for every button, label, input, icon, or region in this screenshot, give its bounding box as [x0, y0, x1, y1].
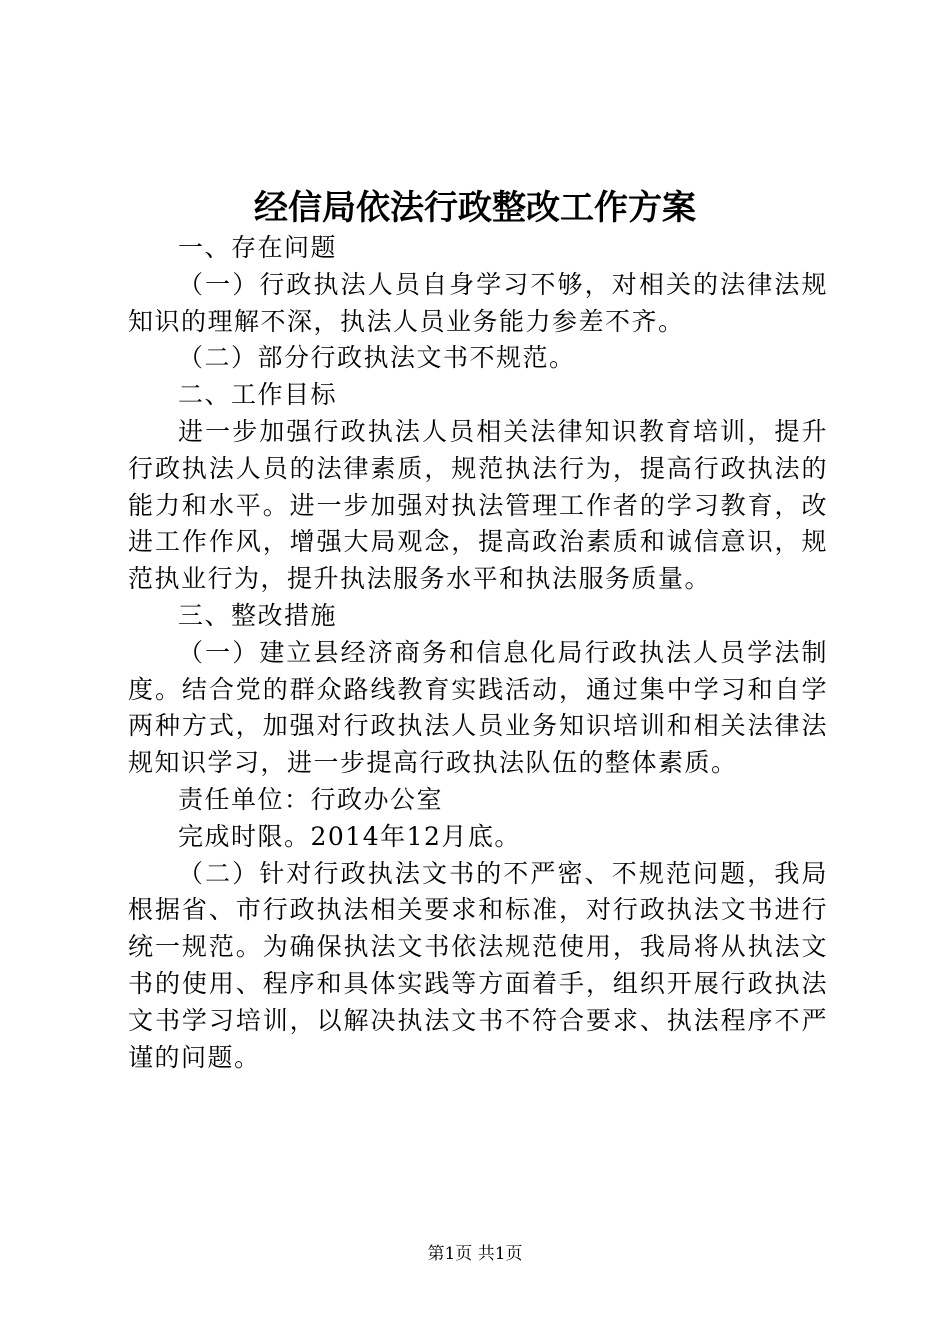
heading-rectification-measures: 三、整改措施 — [178, 600, 338, 630]
document-title: 经信局依法行政整改工作方案 — [254, 188, 696, 228]
heading-existing-problems: 一、存在问题 — [178, 233, 338, 262]
paragraph-deadline: 完成时限。2014年12月底。 — [178, 821, 521, 851]
paragraph-measure-1: （一）建立县经济商务和信息化局行政执法人员学法制度。结合党的群众路线教育实践活动，通过集中学习和自学两种方式，加强对行政执法人员业务知识培训和相关法律法规知识学习，进一步提高行政执法队伍的整体素质。 — [128, 637, 828, 778]
heading-work-goals: 二、工作目标 — [178, 380, 338, 410]
paragraph-responsible-unit: 责任单位：行政办公室 — [178, 784, 444, 814]
paragraph-problem-2: （二）部分行政执法文书不规范。 — [178, 343, 576, 373]
page-footer: 第1页 共1页 — [427, 1244, 523, 1264]
paragraph-work-goals: 进一步加强行政执法人员相关法律知识教育培训，提升行政执法人员的法律素质，规范执法行为，提高行政执法的能力和水平。进一步加强对执法管理工作者的学习教育，改进工作作风，增强大局观念，提高政治素质和诚信意识，规范执业行为，提升执法服务水平和执法服务质量。 — [128, 416, 828, 594]
document-body — [128, 230, 828, 1076]
paragraph-measure-2: （二）针对行政执法文书的不严密、不规范问题，我局根据省、市行政执法相关要求和标准，对行政执法文书进行统一规范。为确保执法文书依法规范使用，我局将从执法文书的使用、程序和具体实践等方面着手，组织开展行政执法文书学习培训，以解决执法文书不符合要求、执法程序不严谨的问题。 — [128, 858, 828, 1072]
paragraph-problem-1: （一）行政执法人员自身学习不够，对相关的法律法规知识的理解不深，执法人员业务能力参差不齐。 — [128, 269, 828, 336]
